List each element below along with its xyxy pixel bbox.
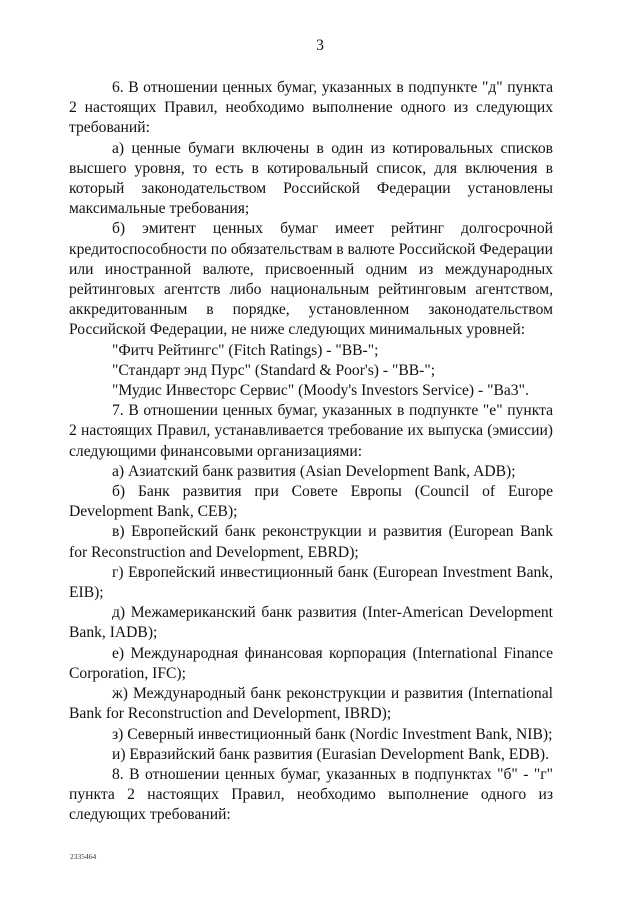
document-code: 2335464 — [70, 852, 97, 861]
paragraph-6-item-b: б) эмитент ценных бумаг имеет рейтинг долгосрочной кредитоспособности по обязательствам в валюте Российской Федерации или иностранной валюте, присвоенный одним из международных рейтинговых агентств либо национальным рейтинговым агентством, аккредитованным в порядке, установленном законодательством Российской Федерации, не ниже следующих минимальных уровней: — [69, 220, 553, 339]
paragraph-7-item-d: д) Межамериканский банк развития (Inter-American Development Bank, IADB); — [69, 604, 553, 642]
paragraph-8-intro: 8. В отношении ценных бумаг, указанных в подпунктах "б" - "г" пункта 2 настоящих Правил, необходимо выполнение одного из следующих требований: — [69, 765, 553, 824]
paragraph-7-item-zh: ж) Международный банк реконструкции и развития (International Bank for Reconstruction and Development, IBRD); — [69, 685, 553, 723]
paragraph-7-item-z: з) Северный инвестиционный банк (Nordic Investment Bank, NIB); — [112, 725, 553, 743]
rating-standard-and-poors: "Стандарт энд Пурс" (Standard & Poor's) - "BB-"; — [112, 361, 436, 379]
paragraph-7-item-a: а) Азиатский банк развития (Asian Development Bank, ADB); — [112, 462, 516, 480]
paragraph-7-item-i: и) Евразийский банк развития (Eurasian Development Bank, EDB). — [112, 745, 550, 763]
rating-fitch: "Фитч Рейтингс" (Fitch Ratings) - "BB-"; — [112, 341, 379, 359]
paragraph-7-item-v: в) Европейский банк реконструкции и развития (European Bank for Reconstruction and Development, EBRD); — [69, 523, 553, 561]
paragraph-7-item-g: г) Европейский инвестиционный банк (European Investment Bank, EIB); — [69, 563, 553, 602]
page-number: 3 — [316, 37, 324, 54]
rating-moodys: "Мудис Инвесторс Сервис" (Moody's Investors Service) - "Ba3". — [112, 382, 529, 400]
paragraph-6-intro: 6. В отношении ценных бумаг, указанных в подпункте "д" пункта 2 настоящих Правил, необходимо выполнение одного из следующих требований: — [69, 79, 553, 137]
document-body — [69, 78, 553, 826]
paragraph-6-item-a: а) ценные бумаги включены в один из котировальных списков высшего уровня, то есть в котировальный список, для включения в который законодательством Российской Федерации установлены максимальные требования; — [69, 139, 553, 218]
paragraph-7-item-b: б) Банк развития при Совете Европы (Council of Europe Development Bank, CEB); — [69, 483, 553, 521]
paragraph-7-intro: 7. В отношении ценных бумаг, указанных в подпункте "е" пункта 2 настоящих Правил, устанавливается требование их выпуска (эмиссии) следующими финансовыми организациями: — [69, 402, 553, 460]
paragraph-7-item-e: е) Международная финансовая корпорация (International Finance Corporation, IFC); — [69, 644, 553, 682]
